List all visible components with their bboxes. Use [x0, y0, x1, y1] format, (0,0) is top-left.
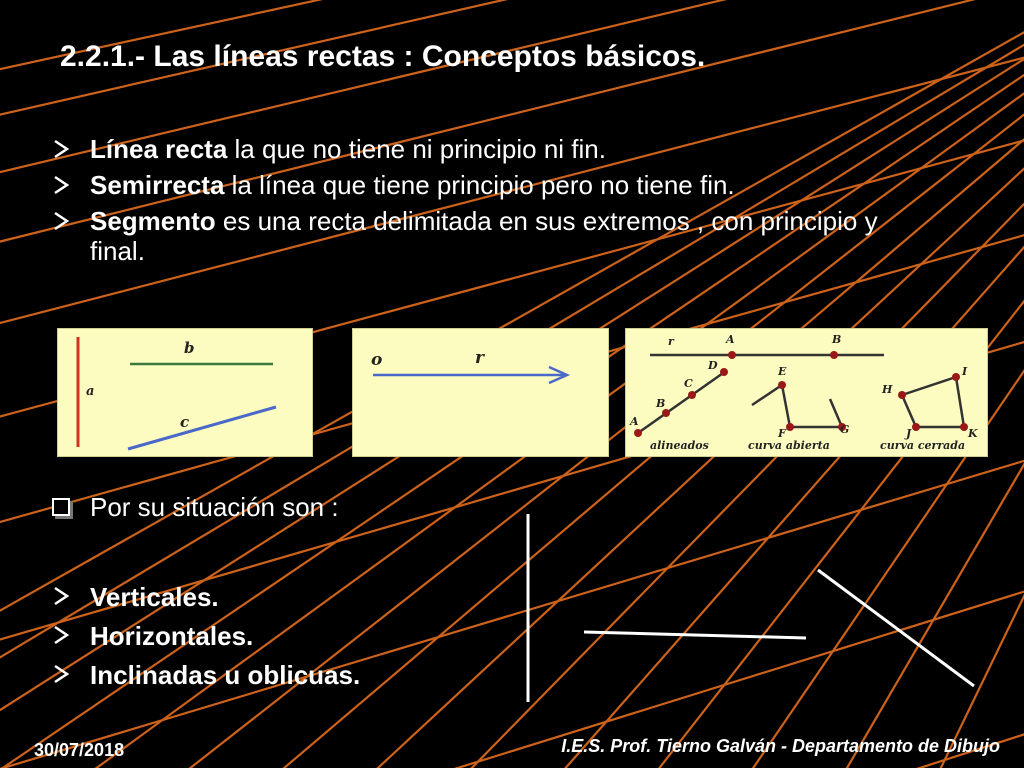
bullet-linea-recta — [52, 135, 922, 165]
arrow-bullet-icon — [52, 586, 72, 606]
line-types-list — [52, 582, 360, 699]
definitions-list — [52, 135, 922, 273]
type-label: Horizontales. — [90, 621, 254, 651]
label-c: c — [180, 413, 190, 431]
point-F — [786, 423, 794, 431]
label-r: r — [475, 348, 484, 368]
label-C: C — [684, 377, 693, 390]
label-b: b — [184, 339, 195, 357]
arrow-bullet-icon — [52, 625, 72, 645]
term-semirrecta: Semirrecta — [90, 169, 225, 200]
term-segmento: Segmento — [90, 205, 216, 236]
arrow-bullet-icon — [52, 139, 72, 159]
caption-alineados: alineados — [650, 439, 709, 452]
label-H: H — [882, 383, 893, 396]
label-D: D — [708, 359, 718, 372]
label-r: r — [668, 335, 674, 348]
label-I: I — [962, 365, 968, 378]
section-heading — [52, 492, 339, 523]
point-A-on-r — [728, 351, 736, 359]
example-oblique-line — [818, 570, 974, 686]
point-D — [720, 368, 728, 376]
diagram-points-panel — [625, 328, 988, 457]
arrow-bullet-icon — [52, 664, 72, 684]
label-origin-o: o — [371, 350, 383, 370]
point-H — [898, 391, 906, 399]
caption-curva-cerrada: curva cerrada — [880, 439, 966, 452]
arrow-bullet-icon — [52, 211, 72, 231]
diagram-ray-panel — [352, 328, 609, 457]
label-B: B — [656, 397, 666, 410]
point-E — [778, 381, 786, 389]
bullet-segmento — [52, 207, 922, 267]
term-linea-recta: Línea recta — [90, 134, 228, 164]
open-curve — [752, 385, 842, 427]
def-semirrecta: la línea que tiene principio pero no tiene fin. — [224, 169, 735, 200]
closed-curve — [902, 377, 964, 427]
footer-institution: I.E.S. Prof. Tierno Galván - Departamento de Dibujo — [561, 736, 1000, 756]
label-F: F — [778, 427, 786, 440]
diagram-lines-panel — [57, 328, 313, 457]
arrow-bullet-icon — [52, 175, 72, 195]
slide-title: 2.2.1.- Las líneas rectas : Conceptos básicos. — [60, 40, 706, 73]
bullet-semirrecta — [52, 171, 922, 201]
label-K: K — [968, 427, 978, 440]
caption-curva-abierta: curva abierta — [748, 439, 830, 452]
point-C — [688, 391, 696, 399]
section-text: Por su situación son : — [90, 492, 339, 522]
label-a: a — [86, 384, 95, 399]
type-label: Inclinadas u oblicuas. — [90, 660, 361, 690]
label-J: J — [906, 427, 912, 440]
label-B-top: B — [832, 333, 842, 346]
type-verticales — [52, 582, 360, 613]
point-B — [662, 409, 670, 417]
point-K — [960, 423, 968, 431]
point-J — [912, 423, 920, 431]
example-lines — [500, 500, 1000, 720]
label-E: E — [778, 365, 787, 378]
point-I — [952, 373, 960, 381]
label-A: A — [630, 415, 639, 428]
aligned-segment — [638, 371, 726, 433]
type-horizontales — [52, 621, 360, 652]
oblique-line-c — [128, 407, 276, 449]
point-B-on-r — [830, 351, 838, 359]
def-linea-recta: la que no tiene ni principio ni fin. — [227, 134, 606, 164]
def-segmento: es una recta delimitada en sus extremos , con principio y final. — [90, 205, 878, 266]
checkbox-bullet-icon — [52, 498, 70, 516]
footer-date: 30/07/2018 — [34, 740, 125, 760]
label-A-top: A — [726, 333, 735, 346]
label-G: G — [840, 423, 850, 436]
point-A — [634, 429, 642, 437]
type-inclinadas — [52, 660, 360, 691]
example-horizontal-line — [584, 632, 806, 638]
type-label: Verticales. — [90, 582, 219, 612]
